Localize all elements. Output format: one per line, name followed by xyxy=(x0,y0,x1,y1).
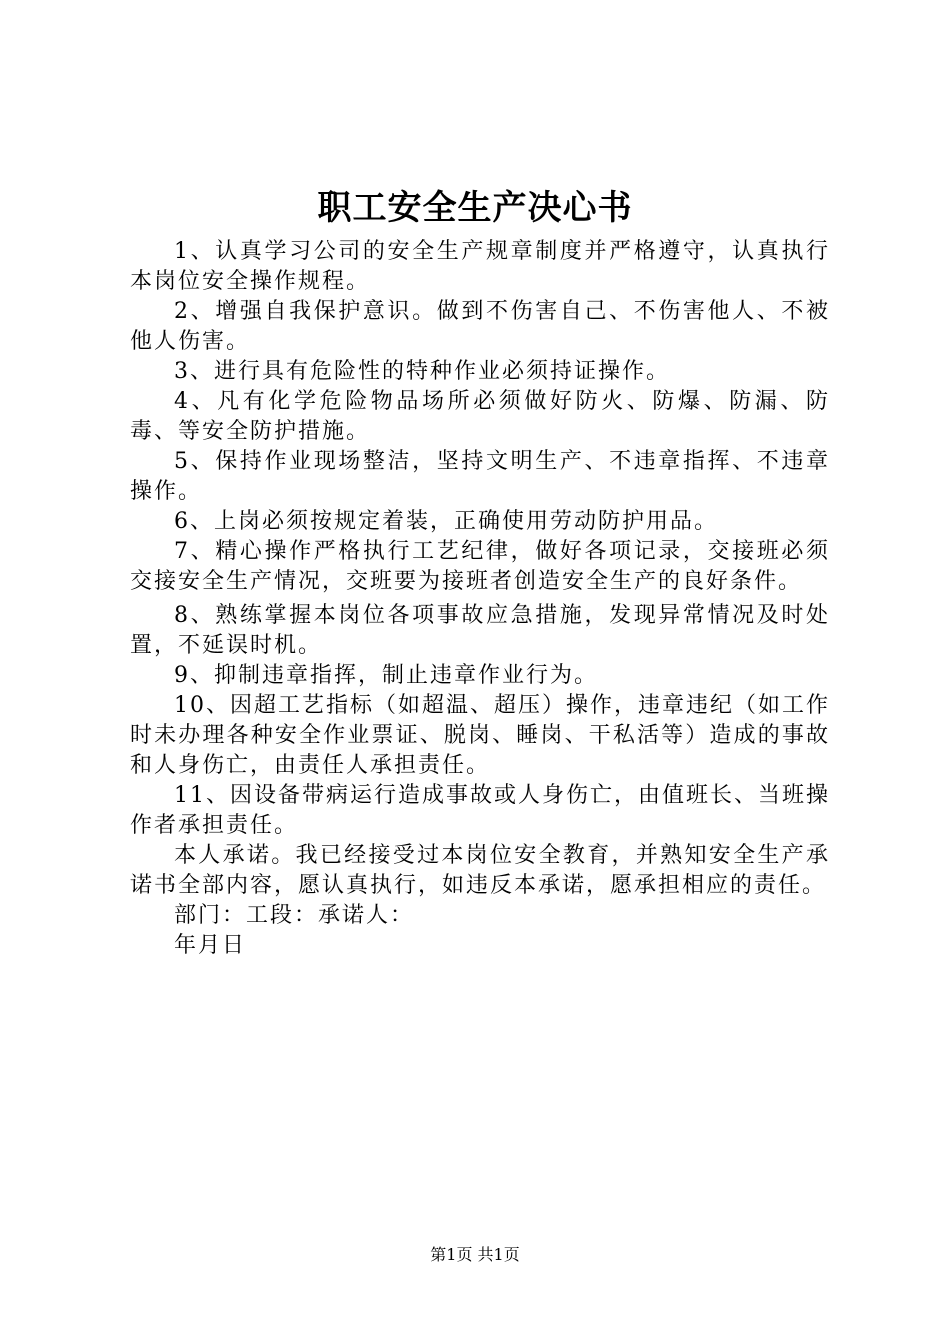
paragraph-1: 1、认真学习公司的安全生产规章制度并严格遵守，认真执行本岗位安全操作规程。 xyxy=(130,239,830,294)
paragraph-11: 11、因设备带病运行造成事故或人身伤亡，由值班长、当班操作者承担责任。 xyxy=(130,783,830,838)
paragraph-6: 6、上岗必须按规定着装，正确使用劳动防护用品。 xyxy=(174,509,718,534)
paragraph-3: 3、进行具有危险性的特种作业必须持证操作。 xyxy=(174,359,670,384)
page-footer: 第1页 共1页 xyxy=(430,1245,520,1264)
document-title: 职工安全生产决心书 xyxy=(317,188,633,228)
paragraph-7: 7、精心操作严格执行工艺纪律，做好各项记录，交接班必须交接安全生产情况，交班要为接班者创造安全生产的良好条件。 xyxy=(130,539,830,594)
paragraph-2: 2、增强自我保护意识。做到不伤害自己、不伤害他人、不被他人伤害。 xyxy=(130,299,830,354)
paragraph-9: 9、抑制违章指挥，制止违章作业行为。 xyxy=(174,663,598,688)
paragraph-10: 10、因超工艺指标（如超温、超压）操作，违章违纪（如工作时未办理各种安全作业票证、脱岗、睡岗、干私活等）造成的事故和人身伤亡，由责任人承担责任。 xyxy=(130,693,830,778)
date-line: 年月日 xyxy=(174,933,247,958)
signature-line: 部门：工段：承诺人： xyxy=(174,903,415,928)
document-body xyxy=(130,237,830,961)
paragraph-4: 4、凡有化学危险物品场所必须做好防火、防爆、防漏、防毒、等安全防护措施。 xyxy=(130,389,830,444)
paragraph-8: 8、熟练掌握本岗位各项事故应急措施，发现异常情况及时处置，不延误时机。 xyxy=(130,603,830,658)
commitment-paragraph: 本人承诺。我已经接受过本岗位安全教育，并熟知安全生产承诺书全部内容，愿认真执行，如违反本承诺，愿承担相应的责任。 xyxy=(130,843,830,898)
paragraph-5: 5、保持作业现场整洁，坚持文明生产、不违章指挥、不违章操作。 xyxy=(130,449,830,504)
